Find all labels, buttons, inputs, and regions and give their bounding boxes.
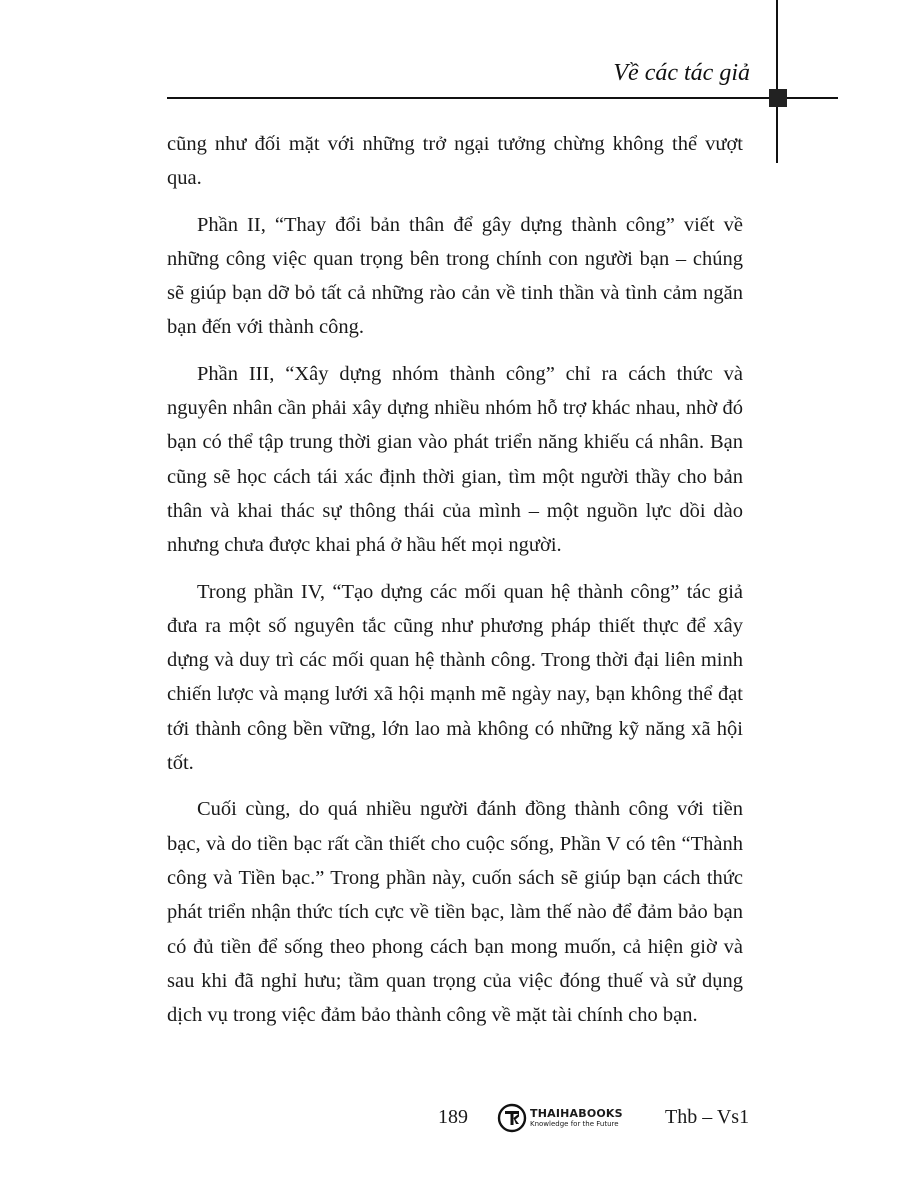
header-corner-square [769,89,787,107]
publisher-logo [497,1102,623,1134]
publisher-name: THAIHABOOKS [530,1107,623,1120]
edition-code: Thb – Vs1 [665,1106,750,1128]
running-header-title: Về các tác giả [613,60,750,86]
page-body [167,127,743,1044]
page-number: 189 [438,1106,468,1128]
paragraph-part-four: Trong phần IV, “Tạo dựng các mối quan hệ thành công” tác giả đưa ra một số nguyên tắc cũng như phương pháp thiết thực để xây dựng và duy trì các mối quan hệ thành công. Trong thời đại liên minh chiến lược và mạng lưới xã hội mạnh mẽ ngày nay, bạn không thể đạt tới thành công bền vững, lớn lao mà không có những kỹ năng xã hội tốt. [167,580,743,775]
publisher-tagline: Knowledge for the Future [530,1120,619,1128]
page-footer [0,1100,910,1140]
paragraph-part-two: Phần II, “Thay đổi bản thân để gây dựng thành công” viết về những công việc quan trọng bên trong chính con người bạn – chúng sẽ giúp bạn dỡ bỏ tất cả những rào cản về tinh thần và tình cảm ngăn bạn đến với thành công. [167,213,743,339]
header-vertical-rule [776,0,778,163]
publisher-logo-icon [497,1103,527,1133]
paragraph-continuation: cũng như đối mặt với những trở ngại tưởng chừng không thể vượt qua. [167,133,743,190]
paragraph-part-three: Phần III, “Xây dựng nhóm thành công” chỉ ra cách thức và nguyên nhân cần phải xây dựng nhiều nhóm hỗ trợ khác nhau, nhờ đó bạn có thể tập trung thời gian vào phát triển năng khiếu cá nhân. Bạn cũng sẽ học cách tái xác định thời gian, tìm một người thầy cho bản thân và khai thác sự thông thái của mình – một nguồn lực dồi dào nhưng chưa được khai phá ở hầu hết mọi người. [167,362,743,557]
paragraph-part-five: Cuối cùng, do quá nhiều người đánh đồng thành công với tiền bạc, và do tiền bạc rất cần thiết cho cuộc sống, Phần V có tên “Thành công và Tiền bạc.” Trong phần này, cuốn sách sẽ giúp bạn cách thức phát triển nhận thức tích cực về tiền bạc, làm thế nào để đảm bảo bạn có đủ tiền để sống theo phong cách bạn mong muốn, cả hiện giờ và sau khi đã nghỉ hưu; tầm quan trọng của việc đóng thuế và sử dụng dịch vụ trong việc đảm bảo thành công về mặt tài chính cho bạn. [167,798,743,1027]
header-horizontal-rule [167,97,838,99]
